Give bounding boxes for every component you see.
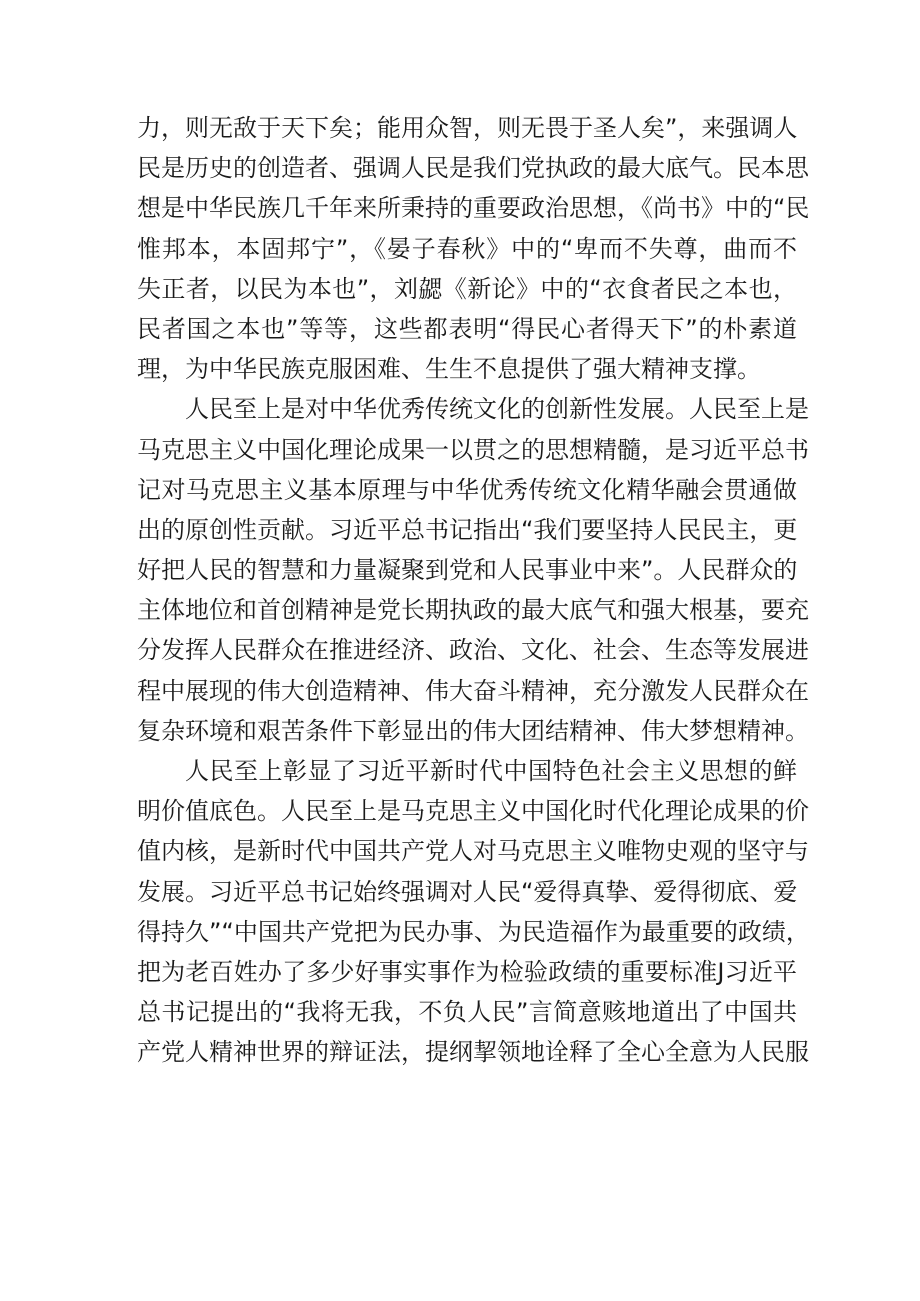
text-line: 明价值底色。人民至上是马克思主义中国化时代化理论成果的价: [137, 797, 809, 826]
text-line: 惟邦本，本固邦宁”，《晏子春秋》中的“卑而不失尊，曲而不: [137, 234, 797, 263]
text-line: 记对马克思主义基本原理与中华优秀传统文化精华融会贯通做: [137, 475, 797, 504]
text-line: 民者国之本也”等等，这些都表明“得民心者得天下”的朴素道: [137, 314, 797, 343]
text-line: 把为老百姓办了多少好事实事作为检验政绩的重要标准J习近平: [137, 957, 797, 986]
text-line: 想是中华民族几千年来所秉持的重要政治思想，《尚书》中的“民: [137, 194, 810, 223]
text-line: 主体地位和首创精神是党长期执政的最大底气和强大根基，要充: [137, 596, 809, 625]
text-line: 人民至上彰显了习近平新时代中国特色社会主义思想的鲜: [185, 757, 797, 785]
text-line: 力，则无敌于天下矣；能用众智，则无畏于圣人矣”，来强调人: [137, 114, 798, 142]
paragraph-1: [137, 108, 810, 389]
text-line: 民是历史的创造者、强调人民是我们党执政的最大底气。民本思: [137, 154, 809, 183]
text-line: 值内核，是新时代中国共产党人对马克思主义唯物史观的坚守与: [137, 837, 809, 866]
text-line: 总书记提出的“我将无我，不负人民”言简意赅地道出了中国共: [137, 998, 797, 1027]
text-line: 分发挥人民群众在推进经济、政治、文化、社会、生态等发展进: [137, 636, 809, 665]
text-line: 得持久”“中国共产党把为民办事、为民造福作为最重要的政绩，: [137, 917, 810, 946]
text-line: 失正者，以民为本也”，刘勰《新论》中的“衣食者民之本也，: [137, 274, 797, 303]
text-line: 产党人精神世界的辩证法，提纲挈领地诠释了全心全意为人民服: [137, 1038, 809, 1067]
text-line: 程中展现的伟大创造精神、伟大奋斗精神，充分激发人民群众在: [137, 676, 809, 705]
body-text: [137, 108, 810, 1073]
paragraph-2: [137, 389, 809, 751]
text-line: 复杂环境和艰苦条件下彰显出的伟大团结精神、伟大梦想精神。: [137, 716, 809, 745]
text-line: 马克思主义中国化理论成果一以贯之的思想精髓，是习近平总书: [137, 435, 809, 464]
text-line: 理，为中华民族克服困难、生生不息提供了强大精神支撑。: [137, 355, 761, 384]
text-line: 好把人民的智慧和力量凝聚到党和人民事业中来”。人民群众的: [137, 556, 798, 585]
text-line: 出的原创性贡献。习近平总书记指出“我们要坚持人民民主，更: [137, 515, 798, 544]
text-line: 人民至上是对中华优秀传统文化的创新性发展。人民至上是: [185, 395, 809, 424]
text-line: 发展。习近平总书记始终强调对人民“爱得真挚、爱得彻底、爱: [137, 877, 798, 906]
paragraph-3: [137, 751, 810, 1073]
